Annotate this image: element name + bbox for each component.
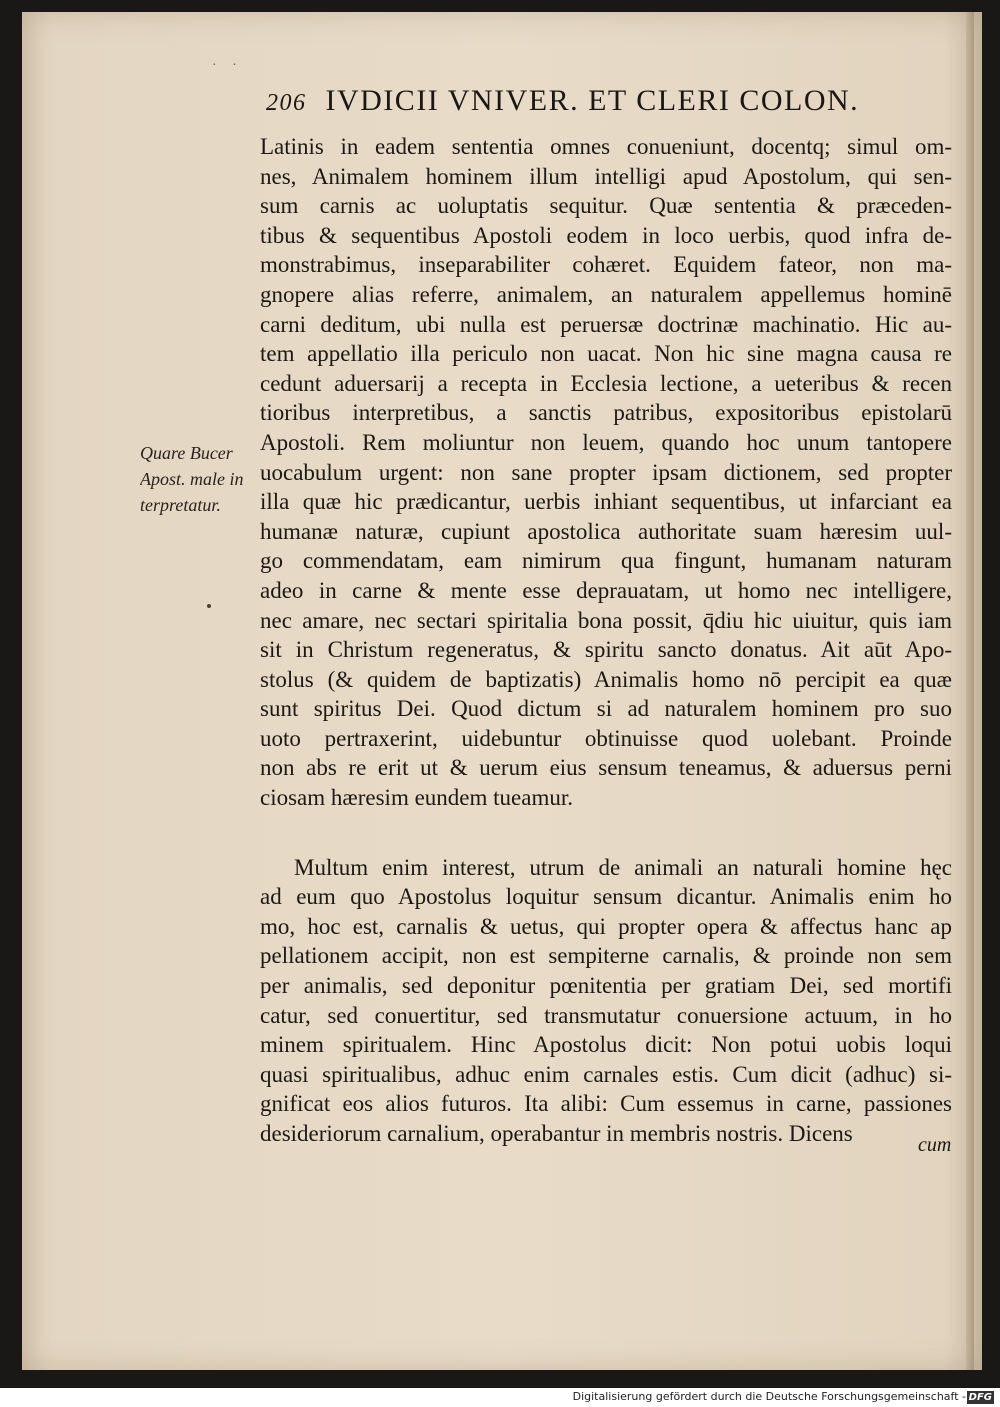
text-line: quasi spiritualibus, adhuc enim carnales estis. Cum dicit (adhuc) si- (260, 1061, 952, 1087)
catchword: cum (918, 1134, 952, 1156)
text-line: stolus (& quidem de baptizatis) Animalis homo nō percipit ea quæ (260, 666, 952, 692)
text-line: humanæ naturæ, cupiunt apostolica authoritate suam hæresim uul- (260, 518, 952, 544)
text-line: carni deditum, ubi nulla est peruersæ doctrinæ machinatio. Hic au- (260, 311, 952, 337)
text-line: minem spiritualem. Hinc Apostolus dicit: Non potui uobis loqui (260, 1032, 952, 1058)
text-line: Latinis in eadem sententia omnes conueniunt, docentq; simul om- (260, 134, 952, 159)
text-line: sum carnis ac uoluptatis sequitur. Quæ sententia & præceden- (260, 193, 952, 219)
text-line: adeo in carne & mente esse deprauatam, ut homo nec intelligere, (260, 577, 952, 603)
marginal-note-line: Quare Bucer (140, 443, 233, 463)
text-line: ciosam hæresim eundem tueamur. (260, 785, 573, 811)
text-line: illa quæ hic prædicantur, uerbis inhiant sequentibus, ut infarciant ea (260, 489, 952, 515)
text-line: nec amare, nec sectari spiritalia bona possit, q̄diu hic uiuitur, quis iam (260, 607, 952, 633)
margin-marks: · · (212, 58, 243, 73)
text-line: monstrabimus, inseparabiliter cohæret. Equidem fateor, non ma- (260, 252, 952, 278)
marginal-note-line: Apost. male in (140, 469, 244, 489)
text-line: uoto pertraxerint, uidebuntur obtinuisse quod uolebant. Proinde (260, 725, 952, 751)
body-text (260, 132, 952, 1149)
ink-speck (207, 604, 211, 608)
page-edge (966, 12, 974, 1370)
text-line: per animalis, sed deponitur pœnitentia per gratiam Dei, sed mortifi (260, 973, 952, 999)
text-line: pellationem accipit, non est sempiterne carnalis, & proinde non sem (260, 943, 952, 969)
text-line: go commendatam, eam nimirum qua fingunt, humanam naturam (260, 548, 952, 574)
text-line: nes, Animalem hominem illum intelligi apud Apostolum, qui sen- (260, 163, 952, 189)
running-title: IVDICII VNIVER. ET CLERI COLON. (325, 84, 860, 117)
text-line: Apostoli. Rem moliuntur non leuem, quando hoc unum tantopere (260, 429, 952, 455)
footer-credit: Digitalisierung gefördert durch die Deutsche Forschungsgemeinschaft - (572, 1390, 966, 1403)
paragraph-gap (260, 813, 952, 853)
footer-bar (0, 1388, 1000, 1407)
text-line: mo, hoc est, carnalis & uetus, qui propter opera & affectus hanc ap (260, 913, 952, 939)
text-line: cedunt aduersarij a recepta in Ecclesia lectione, a ueteribus & recen (260, 370, 952, 396)
text-line: sunt spiritus Dei. Quod dictum si ad naturalem hominem pro suo (260, 696, 952, 722)
text-line: desideriorum carnalium, operabantur in membris nostris. Dicens (260, 1121, 853, 1146)
text-line: catur, sed conuertitur, sed transmutatur conuersione actuum, in ho (260, 1002, 952, 1028)
text-line: gnopere alias referre, animalem, an naturalem appellemus hominē (260, 281, 952, 307)
paragraph-1 (260, 132, 952, 813)
page-number: 206 (266, 90, 307, 116)
text-line: gnificat eos alios futuros. Ita alibi: Cum essemus in carne, passiones (260, 1091, 952, 1117)
text-line: tibus & sequentibus Apostoli eodem in loco uerbis, quod infra de- (260, 222, 952, 248)
marginal-note-line: terpretatur. (140, 495, 221, 515)
running-head (266, 84, 966, 118)
text-line: Multum enim interest, utrum de animali an naturali homine hęc (294, 854, 952, 880)
text-line: ad eum quo Apostolus loquitur sensum dicantur. Animalis enim ho (260, 884, 952, 910)
text-line: uocabulum urgent: non sane propter ipsam dictionem, sed propter (260, 459, 952, 485)
text-line: sit in Christum regeneratus, & spiritu sancto donatus. Ait aūt Apo- (260, 637, 952, 663)
dfg-logo: DFG (968, 1392, 992, 1403)
paragraph-2 (260, 853, 952, 1149)
text-line: tioribus interpretibus, a sanctis patribus, expositoribus epistolarū (260, 400, 952, 426)
marginal-note (140, 440, 262, 518)
text-line: tem appellatio illa periculo non uacat. Non hic sine magna causa re (260, 341, 952, 367)
text-line: non abs re erit ut & uerum eius sensum teneamus, & aduersus perni (260, 755, 952, 781)
